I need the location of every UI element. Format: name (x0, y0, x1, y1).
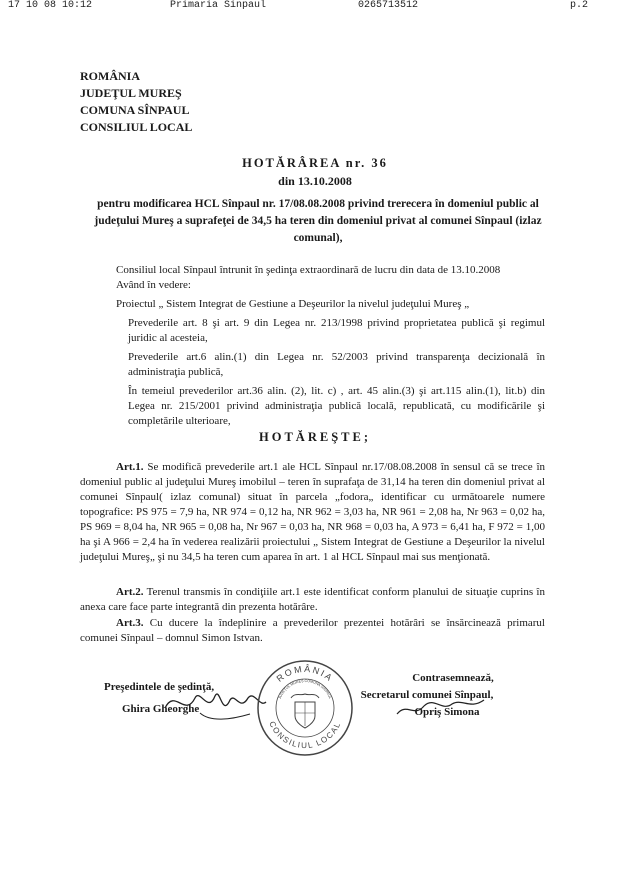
article-3-label: Art.3. (116, 617, 144, 629)
article-1 (80, 460, 545, 565)
fax-page: p.2 (570, 0, 589, 11)
stamp-bottom-text: CONSILIUL LOCAL (267, 719, 343, 751)
article-2 (80, 585, 545, 615)
decision-title: HOTĂRÂREA nr. 36 (242, 156, 388, 170)
president-handwritten-signature (160, 678, 270, 728)
coat-of-arms-icon (291, 694, 319, 728)
article-2-label: Art.2. (116, 586, 144, 598)
president-name: Ghira Gheorghe (122, 703, 200, 715)
fax-phone: 0265713512 (358, 0, 419, 11)
decision-date: din 13.10.2008 (278, 174, 352, 188)
issuing-authority (80, 68, 192, 136)
preamble-line-considering: Având în vedere: (116, 279, 191, 291)
authority-country: ROMÂNIA (80, 69, 140, 83)
article-2-text: Terenul transmis în condiţiile art.1 este identificat conform planului de situaţie cuprins în anexa care face parte integrantă din prezenta hotărâre. (80, 586, 545, 613)
secretary-title: Secretarul comunei Sînpaul, (360, 689, 494, 701)
authority-council: CONSILIUL LOCAL (80, 120, 193, 134)
article-3 (80, 616, 545, 646)
fax-sender: Primaria Sinpaul (170, 0, 267, 11)
fax-datetime: 17 10 08 10:12 (8, 0, 93, 11)
countersign-label: Contrasemnează, (412, 672, 494, 684)
authority-commune: COMUNA SÎNPAUL (80, 103, 190, 117)
stamp-top-text: ROMÂNIA (274, 663, 336, 684)
fax-header (0, 0, 630, 14)
article-3-text: Cu ducere la îndeplinire a prevederilor prezentei hotărâri se însărcinează primarul comunei Sînpaul – domnul Simon Istvan. (80, 617, 545, 644)
decision-subject: pentru modificarea HCL Sînpaul nr. 17/08.08.2008 privind trerecera în domeniul public al judeţului Mureş a suprafeţei de 34,5 ha teren din domeniul privat al comunei Sînpaul (izlaz comunal), (94, 198, 542, 244)
article-1-text: Se modifică prevederile art.1 ale HCL Sînpaul nr.17/08.08.2008 în sensul că se trece în domeniul public al judeţului Mureş imobilul – teren în suprafaţa de 31,14 ha teren din domeniul privat al comunei Sînpaul( izlaz comunal) situat în parcela „fodora„ identificar cu următoarele numere topografice: PS 975 = 7,9 ha, NR 974 = 0,12 ha, NR 962 = 3,03 ha, NR 961 = 2,08 ha, Nr 963 = 0,02 ha, PS 969 = 8,04 ha, NR 965 = 0,08 ha, Nr 967 = 0,03 ha, NR 968 = 0,03 ha, A 973 = 6,41 ha, F 972 = 1,00 ha şi A 966 = 2,4 ha în vederea realizării proiectului „ Sistem Integrat de Gestiune a Deşeurilor la nivelul judeţului Mureş„ şi nu 34,5 ha teren cum aparea în art. 1 al HCL Sînpaul mai sus menţionată. (80, 461, 546, 563)
authority-county: JUDEŢUL MUREŞ (80, 86, 182, 100)
secretary-handwritten-signature (392, 690, 492, 724)
decides-heading: HOTĂREŞTE; (259, 430, 371, 444)
preamble (80, 263, 545, 429)
preamble-line-council: Consiliul local Sînpaul întrunit în şedinţa extraordinară de lucru din data de 13.10.2008 (116, 264, 501, 276)
preamble-law-213: Prevederile art. 8 şi art. 9 din Legea nr. 213/1998 privind proprietatea publică şi regimul juridic al acesteia, (128, 317, 545, 344)
article-1-label: Art.1. (116, 461, 144, 473)
preamble-line-project: Proiectul „ Sistem Integrat de Gestiune a Deşeurilor la nivelul judeţului Mureş „ (116, 298, 470, 310)
preamble-law-215: În temeiul prevederilor art.36 alin. (2), lit. c) , art. 45 alin.(3) şi art.115 alin.(1), lit.b) din Legea nr. 215/2001 privind administraţia publică locală, republicată, cu modificările şi completările ulterioare, (128, 385, 545, 427)
president-title: Preşedintele de şedinţă, (104, 681, 215, 693)
preamble-law-52: Prevederile art.6 alin.(1) din Legea nr. 52/2003 privind transparenţa decizională în administraţia publică, (128, 351, 545, 378)
stamp-middle-text: JUDEŢUL MUREŞ COMUNA SÎNPAUL (277, 678, 333, 700)
svg-text:JUDEŢUL MUREŞ COMUNA SÎNPAUL (278, 679, 332, 700)
secretary-name: Opriş Simona (414, 706, 480, 718)
council-stamp (255, 658, 355, 758)
